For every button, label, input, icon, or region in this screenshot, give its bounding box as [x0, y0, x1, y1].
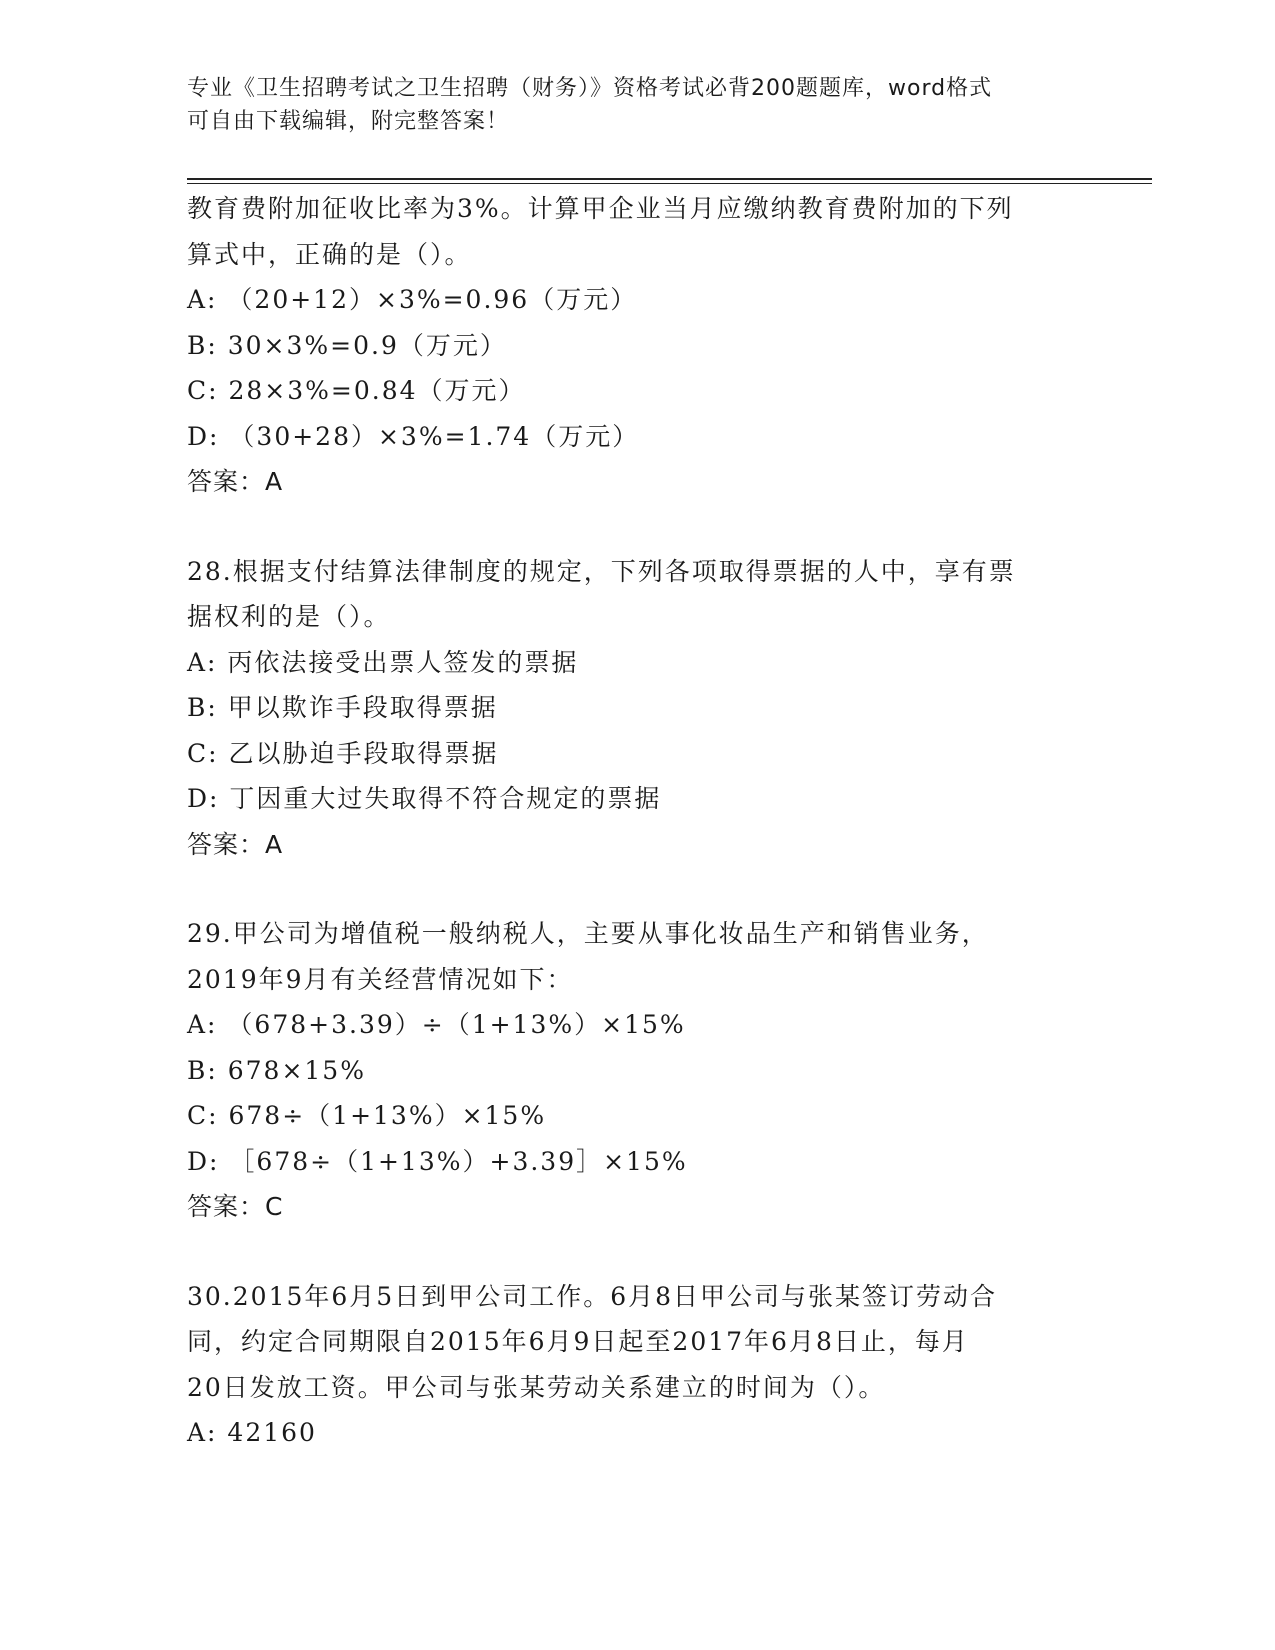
option-b: B: 甲以欺诈手段取得票据 [187, 693, 498, 722]
spacer [187, 867, 1087, 911]
option-a: A: 42160 [187, 1418, 317, 1447]
option-c: C: 28×3%=0.84（万元） [187, 376, 526, 405]
option-b: B: 678×15% [187, 1055, 366, 1085]
header-divider-thin [187, 183, 1152, 184]
header-divider [187, 178, 1152, 180]
answer-line: 答案：A [187, 467, 284, 496]
question-stem: 30.2015年6月5日到甲公司工作。6月8日甲公司与张某签订劳动合 [187, 1281, 998, 1311]
header-subtitle-line: 可自由下载编辑，附完整答案！ [187, 109, 510, 134]
question-stem: 29.甲公司为增值税一般纳税人，主要从事化妆品生产和销售业务， [187, 919, 989, 948]
question-stem: 2019年9月有关经营情况如下： [187, 964, 574, 994]
question-stem: 28.根据支付结算法律制度的规定，下列各项取得票据的人中，享有票 [187, 556, 1016, 586]
option-c: C: 678÷（1+13%）×15% [187, 1101, 547, 1130]
answer-line: 答案：A [187, 829, 284, 859]
option-d: D: （30+28）×3%=1.74（万元） [187, 421, 640, 451]
question-stem: 20日发放工资。甲公司与张某劳动关系建立的时间为（）。 [187, 1372, 886, 1402]
question-stem: 教育费附加征收比率为3%。计算甲企业当月应缴纳教育费附加的下列 [187, 194, 1014, 223]
question-27 [187, 186, 1087, 505]
document-header [187, 72, 1067, 138]
spacer [187, 505, 1087, 549]
question-stem: 算式中，正确的是（）。 [187, 239, 472, 269]
option-c: C: 乙以胁迫手段取得票据 [187, 738, 499, 768]
option-d: D: ［678÷（1+13%）+3.39］×15% [187, 1146, 688, 1176]
question-30 [187, 1274, 1087, 1456]
option-a: A: （20+12）×3%=0.96（万元） [187, 285, 638, 314]
question-28 [187, 549, 1087, 868]
answer-line: 答案：C [187, 1192, 284, 1221]
option-a: A: （678+3.39）÷（1+13%）×15% [187, 1010, 686, 1039]
question-list [187, 186, 1087, 1456]
header-title-line: 专业《卫生招聘考试之卫生招聘（财务）》资格考试必背200题题库，word格式 [187, 76, 993, 101]
question-stem: 据权利的是（）。 [187, 602, 391, 631]
question-stem: 同，约定合同期限自2015年6月9日起至2017年6月8日止，每月 [187, 1327, 969, 1356]
spacer [187, 1230, 1087, 1274]
option-d: D: 丁因重大过失取得不符合规定的票据 [187, 784, 662, 813]
question-29 [187, 911, 1087, 1230]
option-b: B: 30×3%=0.9（万元） [187, 330, 507, 360]
option-a: A: 丙依法接受出票人签发的票据 [187, 647, 579, 677]
